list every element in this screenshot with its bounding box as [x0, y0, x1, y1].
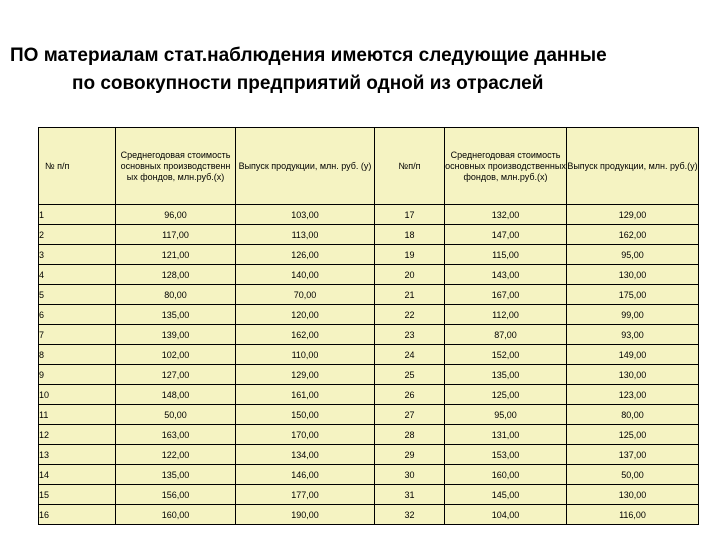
cell-output-1: 162,00	[236, 325, 375, 345]
cell-fixed-assets-2: 153,00	[445, 445, 567, 465]
cell-row-num-2: 22	[375, 305, 445, 325]
cell-fixed-assets-1: 102,00	[116, 345, 236, 365]
cell-output-1: 110,00	[236, 345, 375, 365]
table-row	[39, 265, 699, 285]
cell-output-1: 113,00	[236, 225, 375, 245]
cell-output-1: 177,00	[236, 485, 375, 505]
enterprise-data-table	[38, 127, 699, 525]
cell-output-2: 116,00	[567, 505, 699, 525]
cell-output-2: 95,00	[567, 245, 699, 265]
table-body	[39, 205, 699, 525]
cell-output-2: 149,00	[567, 345, 699, 365]
header-fixed-assets-1: Среднегодовая стоимость основных производственн ых фондов, млн.руб.(x)	[116, 128, 236, 205]
cell-row-num-2: 21	[375, 285, 445, 305]
cell-row-num-1: 4	[39, 265, 116, 285]
cell-fixed-assets-2: 115,00	[445, 245, 567, 265]
cell-fixed-assets-1: 135,00	[116, 305, 236, 325]
table-row	[39, 405, 699, 425]
cell-output-2: 137,00	[567, 445, 699, 465]
cell-fixed-assets-2: 147,00	[445, 225, 567, 245]
cell-fixed-assets-1: 148,00	[116, 385, 236, 405]
cell-fixed-assets-2: 131,00	[445, 425, 567, 445]
cell-fixed-assets-2: 112,00	[445, 305, 567, 325]
cell-output-2: 162,00	[567, 225, 699, 245]
cell-output-1: 120,00	[236, 305, 375, 325]
cell-output-1: 170,00	[236, 425, 375, 445]
table-row	[39, 345, 699, 365]
cell-output-1: 150,00	[236, 405, 375, 425]
cell-row-num-1: 6	[39, 305, 116, 325]
table-row	[39, 305, 699, 325]
cell-row-num-1: 15	[39, 485, 116, 505]
cell-row-num-1: 5	[39, 285, 116, 305]
cell-row-num-1: 1	[39, 205, 116, 225]
cell-output-2: 129,00	[567, 205, 699, 225]
cell-output-1: 126,00	[236, 245, 375, 265]
cell-output-1: 161,00	[236, 385, 375, 405]
cell-fixed-assets-1: 96,00	[116, 205, 236, 225]
cell-fixed-assets-2: 125,00	[445, 385, 567, 405]
table-row	[39, 325, 699, 345]
cell-fixed-assets-2: 167,00	[445, 285, 567, 305]
cell-fixed-assets-2: 135,00	[445, 365, 567, 385]
cell-row-num-1: 9	[39, 365, 116, 385]
cell-output-2: 130,00	[567, 485, 699, 505]
cell-fixed-assets-1: 163,00	[116, 425, 236, 445]
cell-fixed-assets-1: 128,00	[116, 265, 236, 285]
cell-row-num-2: 24	[375, 345, 445, 365]
table-row	[39, 425, 699, 445]
cell-fixed-assets-1: 156,00	[116, 485, 236, 505]
cell-output-2: 80,00	[567, 405, 699, 425]
table-row	[39, 385, 699, 405]
cell-output-2: 130,00	[567, 265, 699, 285]
table-header-row	[39, 128, 699, 205]
table-row	[39, 485, 699, 505]
cell-row-num-1: 12	[39, 425, 116, 445]
header-num-1: № п/п	[39, 128, 116, 205]
header-output-1: Выпуск продукции, млн. руб. (y)	[236, 128, 375, 205]
cell-fixed-assets-1: 121,00	[116, 245, 236, 265]
cell-fixed-assets-2: 132,00	[445, 205, 567, 225]
cell-row-num-2: 26	[375, 385, 445, 405]
cell-fixed-assets-2: 145,00	[445, 485, 567, 505]
table-row	[39, 505, 699, 525]
table-row	[39, 205, 699, 225]
cell-row-num-2: 28	[375, 425, 445, 445]
table-row	[39, 465, 699, 485]
cell-output-1: 146,00	[236, 465, 375, 485]
cell-fixed-assets-1: 139,00	[116, 325, 236, 345]
header-output-2: Выпуск продукции, млн. руб.(y)	[567, 128, 699, 205]
cell-output-1: 103,00	[236, 205, 375, 225]
cell-row-num-2: 25	[375, 365, 445, 385]
cell-output-1: 129,00	[236, 365, 375, 385]
slide-title	[0, 42, 720, 98]
cell-fixed-assets-2: 104,00	[445, 505, 567, 525]
cell-fixed-assets-2: 152,00	[445, 345, 567, 365]
cell-row-num-1: 14	[39, 465, 116, 485]
cell-output-1: 140,00	[236, 265, 375, 285]
table-row	[39, 365, 699, 385]
cell-fixed-assets-1: 160,00	[116, 505, 236, 525]
cell-output-2: 93,00	[567, 325, 699, 345]
cell-fixed-assets-1: 122,00	[116, 445, 236, 465]
cell-output-2: 130,00	[567, 365, 699, 385]
cell-output-2: 123,00	[567, 385, 699, 405]
cell-row-num-2: 20	[375, 265, 445, 285]
cell-row-num-1: 8	[39, 345, 116, 365]
cell-row-num-1: 11	[39, 405, 116, 425]
cell-row-num-1: 2	[39, 225, 116, 245]
cell-fixed-assets-2: 87,00	[445, 325, 567, 345]
cell-row-num-2: 18	[375, 225, 445, 245]
cell-output-1: 190,00	[236, 505, 375, 525]
cell-fixed-assets-2: 143,00	[445, 265, 567, 285]
cell-row-num-1: 13	[39, 445, 116, 465]
cell-row-num-1: 3	[39, 245, 116, 265]
cell-row-num-1: 10	[39, 385, 116, 405]
title-line-2: по совокупности предприятий одной из отраслей	[72, 73, 544, 94]
cell-fixed-assets-1: 127,00	[116, 365, 236, 385]
table-row	[39, 445, 699, 465]
cell-fixed-assets-2: 160,00	[445, 465, 567, 485]
cell-fixed-assets-1: 117,00	[116, 225, 236, 245]
title-line-1: ПО материалам стат.наблюдения имеются следующие данные	[10, 45, 607, 66]
cell-row-num-2: 30	[375, 465, 445, 485]
cell-output-2: 125,00	[567, 425, 699, 445]
table-row	[39, 285, 699, 305]
header-num-2: №п/п	[375, 128, 445, 205]
cell-output-2: 50,00	[567, 465, 699, 485]
cell-row-num-1: 16	[39, 505, 116, 525]
cell-fixed-assets-1: 80,00	[116, 285, 236, 305]
cell-fixed-assets-2: 95,00	[445, 405, 567, 425]
cell-row-num-2: 19	[375, 245, 445, 265]
cell-output-1: 70,00	[236, 285, 375, 305]
cell-fixed-assets-1: 135,00	[116, 465, 236, 485]
cell-output-2: 175,00	[567, 285, 699, 305]
cell-row-num-2: 23	[375, 325, 445, 345]
header-fixed-assets-2: Среднегодовая стоимость основных производственных фондов, млн.руб.(x)	[445, 128, 567, 205]
cell-row-num-2: 31	[375, 485, 445, 505]
cell-row-num-2: 17	[375, 205, 445, 225]
cell-row-num-1: 7	[39, 325, 116, 345]
cell-output-2: 99,00	[567, 305, 699, 325]
table-row	[39, 225, 699, 245]
cell-row-num-2: 32	[375, 505, 445, 525]
cell-row-num-2: 29	[375, 445, 445, 465]
cell-output-1: 134,00	[236, 445, 375, 465]
cell-fixed-assets-1: 50,00	[116, 405, 236, 425]
table-row	[39, 245, 699, 265]
cell-row-num-2: 27	[375, 405, 445, 425]
